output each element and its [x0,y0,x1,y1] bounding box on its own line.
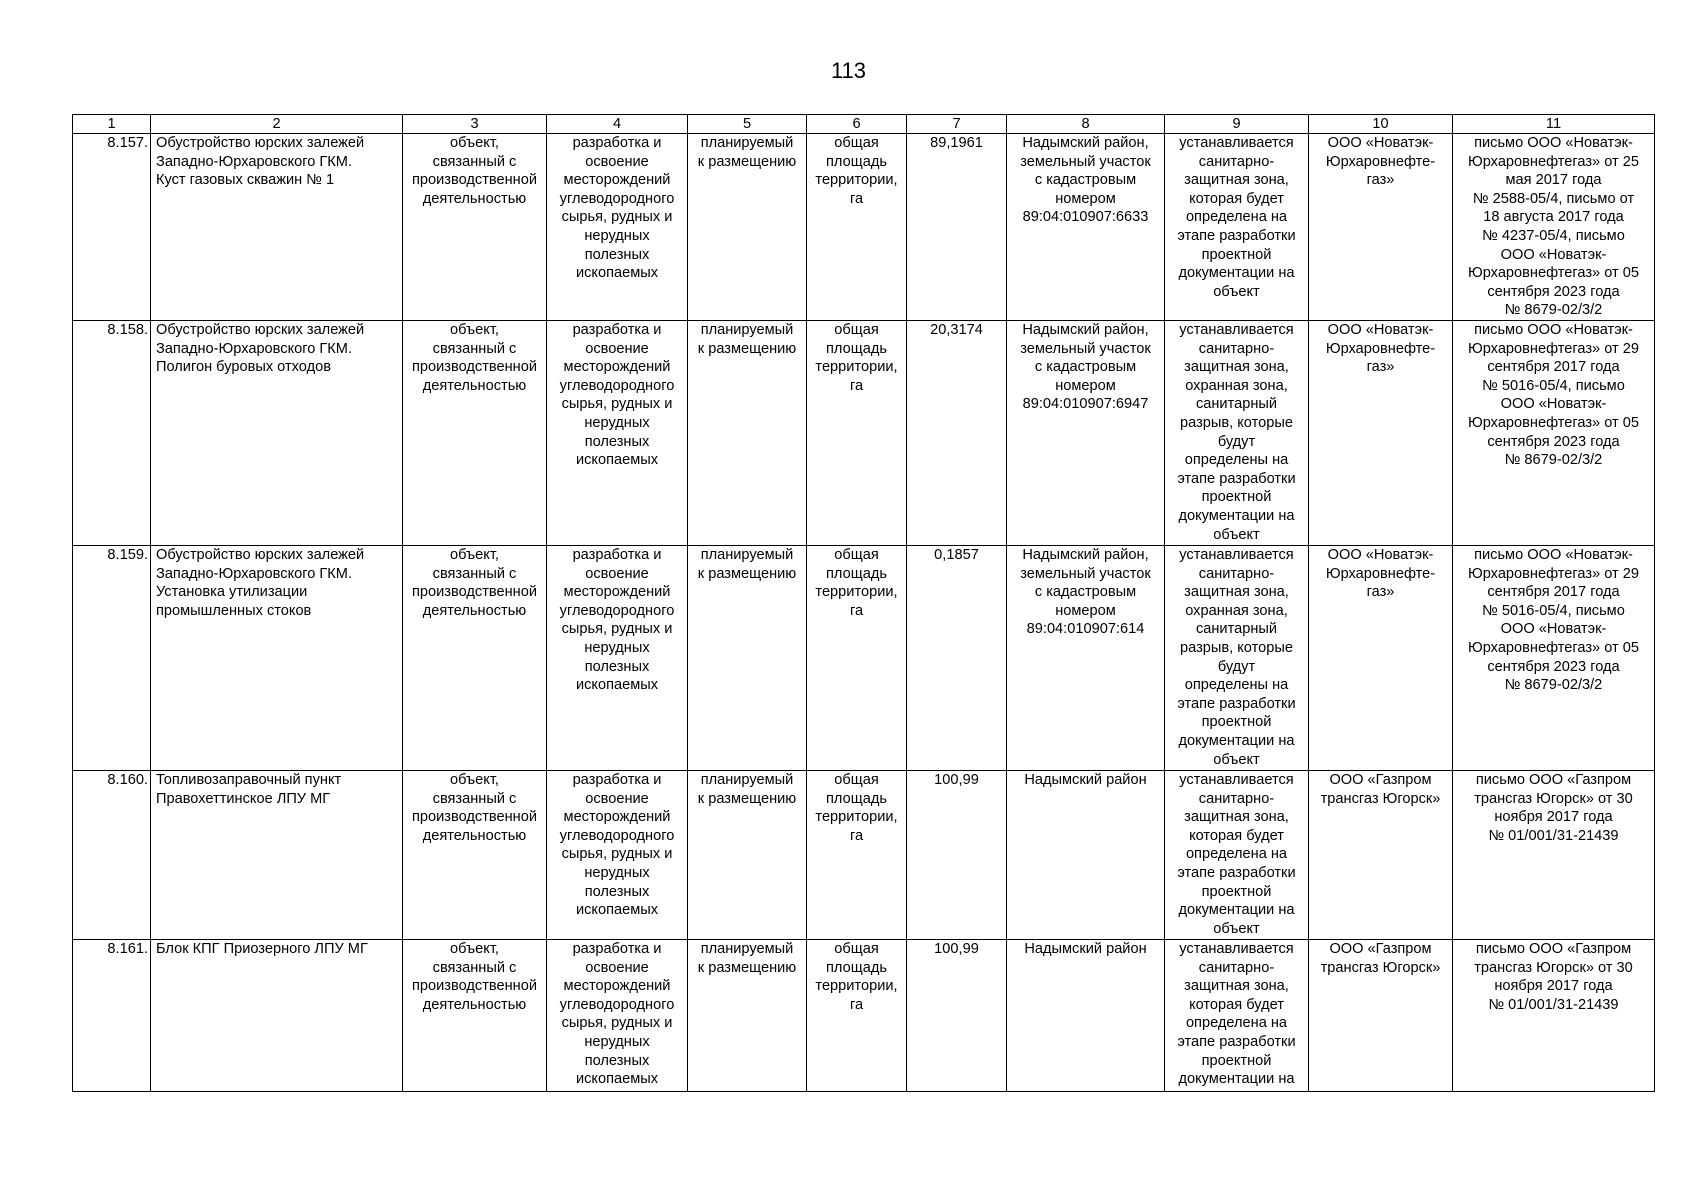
zone-description-line: документации на [1178,507,1295,524]
object-name-line: Западно-Юрхаровского ГКМ. [156,340,353,357]
basis-document-line: № 8679-02/3/2 [1504,302,1603,319]
object-characteristic-line: площадь [826,340,887,357]
object-characteristic-line: площадь [826,959,887,976]
column-number-row [73,115,1655,134]
object-purpose-line: месторождений [563,172,671,189]
organization-line: ООО «Новатэк- [1327,322,1434,338]
basis-document-line: № 5016-05/4, письмо [1482,377,1625,394]
object-purpose-line: месторождений [563,584,671,601]
object-location-line: с кадастровым [1034,584,1137,601]
object-location-line: земельный участок [1020,565,1151,582]
object-type-line: объект, [450,941,499,957]
row-number: 8.160. [73,771,151,940]
object-status [688,321,807,546]
object-purpose-line: сырья, рудных и [561,1015,673,1032]
column-number: 2 [151,115,403,134]
object-purpose-line: сырья, рудных и [561,396,673,413]
column-number: 8 [1007,115,1165,134]
zone-description [1165,321,1309,546]
object-name-line: Обустройство юрских залежей [156,547,365,563]
basis-document-line: сентября 2017 года [1487,359,1620,376]
object-purpose-line: разработка и [572,941,662,957]
row-number: 8.159. [73,546,151,771]
object-purpose-line: нерудных [584,864,650,881]
column-number: 11 [1453,115,1655,134]
object-status-line: планируемый [700,322,794,338]
object-purpose-line: полезных [584,433,650,450]
column-number: 10 [1309,115,1453,134]
object-purpose-line: разработка и [572,135,662,151]
organization-line: трансгаз Югорск» [1320,959,1441,976]
page-number: 113 [830,58,867,83]
basis-document-line: Юрхаровнефтегаз» от 05 [1467,639,1639,656]
object-name-line: Топливозаправочный пункт [156,772,342,788]
object-purpose-line: освоение [585,153,649,170]
object-value: 100,99 [907,771,1007,940]
zone-description-line: защитная зона, [1184,359,1289,376]
basis-document-line: ноября 2017 года [1494,809,1613,826]
object-type-line: связанный с [432,565,517,582]
basis-document-line: сентября 2023 года [1487,283,1620,300]
object-purpose-line: нерудных [584,227,650,244]
object-location-line: с кадастровым [1034,172,1137,189]
basis-document-line: Юрхаровнефтегаз» от 05 [1467,414,1639,431]
basis-document-line: Юрхаровнефтегаз» от 25 [1467,153,1639,170]
object-name-line: Обустройство юрских залежей [156,135,365,151]
object-type-line: деятельностью [422,827,527,844]
basis-document-line: № 5016-05/4, письмо [1482,602,1625,619]
basis-document-line: ООО «Новатэк- [1500,246,1607,263]
object-location-line: Надымский район, [1022,322,1149,338]
object-location [1007,134,1165,321]
object-purpose-line: углеводородного [559,602,675,619]
zone-description-line: защитная зона, [1184,584,1289,601]
object-value: 89,1961 [907,134,1007,321]
object-purpose-line: ископаемых [575,677,659,694]
object-status-line: к размещению [697,340,797,357]
object-type-line: объект, [450,772,499,788]
object-characteristic [807,771,907,940]
organization-line: Юрхаровнефте- [1325,340,1436,357]
organization-line: газ» [1366,172,1395,189]
table-row [73,940,1655,1092]
object-characteristic-line: территории, [815,809,898,826]
object-status-line: планируемый [700,941,794,957]
object-purpose-line: разработка и [572,772,662,788]
zone-description-line: санитарно- [1198,153,1275,170]
basis-document-line: № 8679-02/3/2 [1504,452,1603,469]
basis-document [1453,546,1655,771]
object-name-line: Правохеттинское ЛПУ МГ [156,790,331,807]
row-number: 8.161. [73,940,151,1092]
object-name-line: Западно-Юрхаровского ГКМ. [156,565,353,582]
object-purpose-line: нерудных [584,1033,650,1050]
object-location-line: 89:04:010907:614 [1026,621,1145,638]
object-characteristic-line: территории, [815,978,898,995]
basis-document-line: ноября 2017 года [1494,978,1613,995]
object-characteristic-line: общая [834,322,879,338]
object-status-line: планируемый [700,772,794,788]
object-characteristic [807,134,907,321]
basis-document-line: сентября 2023 года [1487,433,1620,450]
object-location-line: 89:04:010907:6633 [1022,209,1149,226]
zone-description-line: этапе разработки [1177,1033,1296,1050]
zone-description-line: устанавливается [1179,135,1294,151]
object-characteristic [807,546,907,771]
object-type [403,321,547,546]
organization-line: ООО «Новатэк- [1327,135,1434,151]
object-characteristic-line: га [849,377,864,394]
object-characteristic [807,321,907,546]
object-type-line: деятельностью [422,190,527,207]
object-characteristic-line: га [849,827,864,844]
object-purpose-line: полезных [584,883,650,900]
object-status-line: к размещению [697,153,797,170]
basis-document-line: трансгаз Югорск» от 30 [1474,959,1633,976]
zone-description-line: проектной [1201,883,1272,900]
column-number: 3 [403,115,547,134]
object-name-line: промышленных стоков [156,602,312,619]
object-purpose [547,134,688,321]
zone-description-line: устанавливается [1179,547,1294,563]
organization-line: газ» [1366,359,1395,376]
object-name [151,771,403,940]
object-purpose [547,940,688,1092]
basis-document-line: № 8679-02/3/2 [1504,677,1603,694]
object-purpose-line: углеводородного [559,190,675,207]
column-number: 4 [547,115,688,134]
organization-line: газ» [1366,584,1395,601]
object-characteristic-line: площадь [826,153,887,170]
zone-description [1165,940,1309,1092]
zone-description-line: санитарно- [1198,565,1275,582]
organization [1309,546,1453,771]
object-type-line: деятельностью [422,377,527,394]
zone-description-line: санитарно- [1198,959,1275,976]
object-status-line: к размещению [697,790,797,807]
object-characteristic [807,940,907,1092]
object-purpose-line: освоение [585,565,649,582]
object-characteristic-line: га [849,996,864,1013]
object-purpose [547,771,688,940]
organization [1309,321,1453,546]
organization-line: ООО «Газпром [1329,772,1432,788]
object-status [688,134,807,321]
object-location [1007,940,1165,1092]
organization-line: ООО «Газпром [1329,941,1432,957]
object-type-line: производственной [412,809,537,826]
zone-description-line: определена на [1185,209,1288,226]
basis-document-line: сентября 2023 года [1487,658,1620,675]
basis-document-line: мая 2017 года [1505,172,1602,189]
organization-line: Юрхаровнефте- [1325,565,1436,582]
object-status-line: к размещению [697,959,797,976]
basis-document-line: № 01/001/31-21439 [1488,996,1619,1013]
basis-document-line: письмо ООО «Газпром [1475,941,1632,957]
object-characteristic-line: территории, [815,359,898,376]
object-characteristic-line: общая [834,135,879,151]
object-location [1007,771,1165,940]
object-location-line: Надымский район [1024,772,1147,788]
zone-description-line: охранная зона, [1185,377,1288,394]
object-purpose-line: нерудных [584,639,650,656]
zone-description-line: которая будет [1189,996,1284,1013]
object-type-line: деятельностью [422,996,527,1013]
column-number: 6 [807,115,907,134]
object-purpose-line: месторождений [563,809,671,826]
zone-description-line: проектной [1201,489,1272,506]
zone-description-line: документации на [1178,902,1295,919]
object-name-line: Блок КПГ Приозерного ЛПУ МГ [156,941,368,957]
basis-document-line: 18 августа 2017 года [1483,209,1624,226]
object-location-line: Надымский район [1024,941,1147,957]
basis-document [1453,771,1655,940]
object-characteristic-line: территории, [815,172,898,189]
zone-description-line: санитарно- [1198,340,1275,357]
object-purpose-line: разработка и [572,322,662,338]
object-location-line: земельный участок [1020,153,1151,170]
object-purpose-line: полезных [584,658,650,675]
object-name-line: Полигон буровых отходов [156,359,331,376]
object-purpose-line: освоение [585,340,649,357]
table-row [73,546,1655,771]
basis-document [1453,134,1655,321]
object-characteristic-line: территории, [815,584,898,601]
object-purpose-line: разработка и [572,547,662,563]
zone-description-line: санитарный [1195,621,1278,638]
object-purpose-line: освоение [585,959,649,976]
object-type [403,771,547,940]
object-type-line: производственной [412,172,537,189]
object-characteristic-line: общая [834,772,879,788]
object-purpose-line: углеводородного [559,996,675,1013]
object-value: 100,99 [907,940,1007,1092]
zone-description-line: определены на [1184,677,1289,694]
zone-description-line: будут [1217,433,1256,450]
object-status-line: к размещению [697,565,797,582]
object-type-line: объект, [450,547,499,563]
zone-description-line: определены на [1184,452,1289,469]
object-location-line: номером [1055,602,1116,619]
basis-document-line: № 01/001/31-21439 [1488,827,1619,844]
object-type-line: деятельностью [422,602,527,619]
object-purpose-line: нерудных [584,414,650,431]
object-type-line: связанный с [432,959,517,976]
object-name-line: Обустройство юрских залежей [156,322,365,338]
zone-description-line: разрыв, которые [1180,414,1293,431]
object-status [688,546,807,771]
object-location-line: 89:04:010907:6947 [1022,396,1149,413]
table-row [73,134,1655,321]
object-purpose-line: ископаемых [575,1071,659,1088]
row-number: 8.158. [73,321,151,546]
zone-description-line: этапе разработки [1177,227,1296,244]
zone-description-line: устанавливается [1179,772,1294,788]
object-location-line: Надымский район, [1022,135,1149,151]
zone-description-line: документации на [1178,265,1295,282]
object-name [151,546,403,771]
object-name [151,940,403,1092]
object-type [403,940,547,1092]
basis-document-line: ООО «Новатэк- [1500,396,1607,413]
object-purpose-line: ископаемых [575,452,659,469]
basis-document [1453,321,1655,546]
row-number: 8.157. [73,134,151,321]
table-row [73,771,1655,940]
zone-description-line: документации на [1178,732,1295,749]
object-characteristic-line: га [849,190,864,207]
zone-description-line: которая будет [1189,190,1284,207]
zone-description-line: проектной [1201,1052,1272,1069]
object-purpose [547,321,688,546]
object-type-line: производственной [412,978,537,995]
object-name [151,134,403,321]
zone-description-line: устанавливается [1179,322,1294,338]
object-location [1007,546,1165,771]
organization-line: ООО «Новатэк- [1327,547,1434,563]
zone-description-line: санитарный [1195,396,1278,413]
object-location-line: номером [1055,190,1116,207]
organization-line: трансгаз Югорск» [1320,790,1441,807]
organization [1309,771,1453,940]
zone-description-line: объект [1213,920,1260,937]
zone-description-line: объект [1213,283,1260,300]
zone-description-line: защитная зона, [1184,809,1289,826]
object-purpose-line: освоение [585,790,649,807]
object-type [403,546,547,771]
object-status-line: планируемый [700,135,794,151]
object-characteristic-line: площадь [826,565,887,582]
object-purpose-line: ископаемых [575,902,659,919]
zone-description-line: этапе разработки [1177,695,1296,712]
basis-document-line: трансгаз Югорск» от 30 [1474,790,1633,807]
zone-description-line: защитная зона, [1184,978,1289,995]
basis-document-line: письмо ООО «Новатэк- [1474,135,1633,151]
object-type-line: связанный с [432,790,517,807]
zone-description [1165,134,1309,321]
zone-description-line: защитная зона, [1184,172,1289,189]
object-name-line: Западно-Юрхаровского ГКМ. [156,153,353,170]
organization [1309,940,1453,1092]
zone-description-line: объект [1213,751,1260,768]
object-value: 20,3174 [907,321,1007,546]
object-purpose-line: ископаемых [575,265,659,282]
object-type-line: связанный с [432,153,517,170]
object-status [688,940,807,1092]
object-purpose-line: углеводородного [559,377,675,394]
organization [1309,134,1453,321]
zone-description [1165,771,1309,940]
basis-document-line: ООО «Новатэк- [1500,621,1607,638]
object-type-line: объект, [450,322,499,338]
basis-document-line: Юрхаровнефтегаз» от 29 [1467,565,1639,582]
basis-document-line: № 4237-05/4, письмо [1482,227,1625,244]
basis-document-line: письмо ООО «Новатэк- [1474,547,1633,563]
object-name-line: Куст газовых скважин № 1 [156,172,335,189]
object-purpose-line: сырья, рудных и [561,209,673,226]
object-status-line: планируемый [700,547,794,563]
basis-document-line: Юрхаровнефтегаз» от 05 [1467,265,1639,282]
column-number: 5 [688,115,807,134]
basis-document-line: № 2588-05/4, письмо от [1472,190,1635,207]
zone-description-line: документации на [1178,1071,1295,1088]
table-row [73,321,1655,546]
object-purpose-line: сырья, рудных и [561,846,673,863]
basis-document [1453,940,1655,1092]
object-type-line: производственной [412,584,537,601]
object-location-line: Надымский район, [1022,547,1149,563]
object-location-line: земельный участок [1020,340,1151,357]
object-characteristic-line: общая [834,941,879,957]
basis-document-line: Юрхаровнефтегаз» от 29 [1467,340,1639,357]
zone-description-line: разрыв, которые [1180,639,1293,656]
organization-line: Юрхаровнефте- [1325,153,1436,170]
zone-description-line: определена на [1185,1015,1288,1032]
object-name-line: Установка утилизации [156,584,308,601]
object-value: 0,1857 [907,546,1007,771]
basis-document-line: письмо ООО «Газпром [1475,772,1632,788]
object-name [151,321,403,546]
objects-table [72,114,1655,1092]
zone-description-line: охранная зона, [1185,602,1288,619]
object-location-line: с кадастровым [1034,359,1137,376]
zone-description-line: этапе разработки [1177,864,1296,881]
object-purpose-line: полезных [584,1052,650,1069]
zone-description-line: этапе разработки [1177,470,1296,487]
object-characteristic-line: площадь [826,790,887,807]
zone-description-line: санитарно- [1198,790,1275,807]
object-type-line: связанный с [432,340,517,357]
column-number: 1 [73,115,151,134]
object-characteristic-line: общая [834,547,879,563]
object-location [1007,321,1165,546]
object-type [403,134,547,321]
object-characteristic-line: га [849,602,864,619]
zone-description-line: устанавливается [1179,941,1294,957]
object-purpose-line: сырья, рудных и [561,621,673,638]
zone-description-line: которая будет [1189,827,1284,844]
object-location-line: номером [1055,377,1116,394]
object-purpose-line: полезных [584,246,650,263]
basis-document-line: сентября 2017 года [1487,584,1620,601]
object-type-line: объект, [450,135,499,151]
object-purpose-line: углеводородного [559,827,675,844]
object-purpose-line: месторождений [563,359,671,376]
zone-description-line: определена на [1185,846,1288,863]
object-type-line: производственной [412,359,537,376]
zone-description-line: проектной [1201,714,1272,731]
zone-description-line: будут [1217,658,1256,675]
zone-description [1165,546,1309,771]
column-number: 7 [907,115,1007,134]
object-status [688,771,807,940]
object-purpose-line: месторождений [563,978,671,995]
object-purpose [547,546,688,771]
zone-description-line: объект [1213,526,1260,543]
zone-description-line: проектной [1201,246,1272,263]
basis-document-line: письмо ООО «Новатэк- [1474,322,1633,338]
column-number: 9 [1165,115,1309,134]
